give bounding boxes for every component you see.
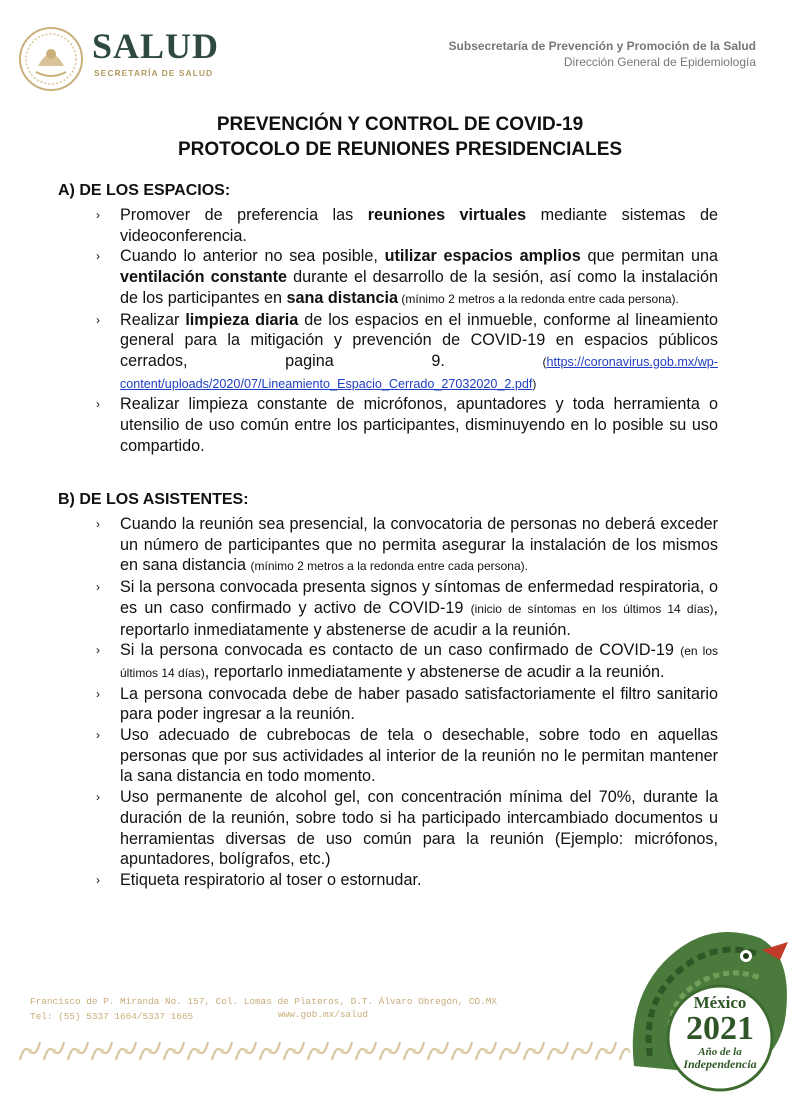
emblem-country: México <box>693 993 747 1012</box>
section-a-list <box>96 205 718 456</box>
bullet-icon: › <box>96 728 100 743</box>
section-b-heading: B) DE LOS ASISTENTES: <box>58 491 249 508</box>
footer-address: Francisco de P. Miranda No. 157, Col. Lomas de Plateros, D.T. Álvaro Obregón, CD.MX <box>30 996 497 1007</box>
document-title <box>0 112 800 162</box>
list-item: › Si la persona convocada presenta signos y síntomas de enfermedad respiratoria, o es un caso confirmado y activo de COVID-19 (inicio de síntomas en los últimos 14 días), reportarlo inmediatamente y abstenerse de acudir a la reunión. <box>96 578 719 639</box>
bullet-icon: › <box>96 580 100 595</box>
list-item: › Promover de preferencia las reuniones virtuales mediante sistemas de videoconferencia. <box>96 206 718 245</box>
title-line-2: PROTOCOLO DE REUNIONES PRESIDENCIALES <box>177 139 623 160</box>
bullet-icon: › <box>96 790 100 805</box>
list-item: › Uso permanente de alcohol gel, con concentración mínima del 70%, durante la duración de la reunión, sobre todo si ha participado intercambiado documentos u herramientas diversas de uso común para la reunión (Ejemplo: micrófonos, apuntadores, bolígrafos, etc.) <box>96 788 718 869</box>
footer-phone: Tel: (55) 5337 1664/5337 1665 <box>30 1011 194 1022</box>
national-seal-icon <box>18 26 84 92</box>
footer-address-block <box>30 994 497 1024</box>
emblem-text <box>668 994 772 1071</box>
list-item: › Etiqueta respiratorio al toser o estornudar. <box>96 870 422 889</box>
lineamiento-pdf-link[interactable]: https://coronavirus.gob.mx/wp-content/uploads/2020/07/Lineamiento_Espacio_Cerrado_27032020_2.pdf <box>120 354 718 391</box>
bullet-icon: › <box>96 312 100 327</box>
emblem-year: 2021 <box>686 1010 754 1047</box>
list-item: › Cuando lo anterior no sea posible, utilizar espacios amplios que permitan una ventilación constante durante el desarrollo de la sesión, así como la instalación de los participantes en sana distancia (mínimo 2 metros a la redonda entre cada persona). <box>96 247 719 307</box>
emblem-slogan-2: Independencia <box>683 1057 757 1071</box>
secretaria-logo-subtext: SECRETARÍA DE SALUD <box>94 68 214 78</box>
bullet-icon: › <box>96 397 100 412</box>
bullet-icon: › <box>96 208 100 222</box>
section-a-heading: A) DE LOS ESPACIOS: <box>58 182 231 199</box>
bullet-icon: › <box>96 686 100 701</box>
bullet-icon: › <box>96 249 100 264</box>
subsecretaria-line: Subsecretaría de Prevención y Promoción de la Salud <box>448 39 756 53</box>
list-item: › La persona convocada debe de haber pasado satisfactoriamente el filtro sanitario para poder ingresar a la reunión. <box>96 684 718 724</box>
mexico-2021-emblem <box>620 916 798 1092</box>
list-item: › Cuando la reunión sea presencial, la convocatoria de personas no deberá exceder un número de participantes que no permita asegurar la instalación de los mismos en sana distancia (mínimo 2 metros a la redonda entre cada persona). <box>96 515 718 575</box>
bullet-icon: › <box>96 517 100 531</box>
emblem-slogan-1: Año de la <box>698 1046 742 1058</box>
bullet-icon: › <box>96 643 100 658</box>
bullet-icon: › <box>96 872 100 887</box>
footer-website: www.gob.mx/salud <box>278 1009 369 1020</box>
letterhead <box>0 0 800 100</box>
title-line-1: PREVENCIÓN Y CONTROL DE COVID-19 <box>216 114 584 135</box>
list-item: › Uso adecuado de cubrebocas de tela o desechable, sobre todo en aquellas personas que por sus actividades al interior de la reunión no le permitan mantener la sana distancia en todo momento. <box>96 726 718 786</box>
section-b-list <box>96 514 718 891</box>
header-office-info <box>449 38 756 70</box>
direccion-line: Dirección General de Epidemiología <box>563 55 756 69</box>
list-item: › Realizar limpieza diaria de los espacios en el inmueble, conforme al lineamiento general para la mitigación y prevención de COVID-19 en espacios públicos cerrados, pagina 9. (https://coronavirus.gob.mx/wp-content/uploads/2020/07/Lineamiento_Espacio_Cerrado_27032020_2.pdf) <box>96 310 718 391</box>
decorative-band <box>18 1040 630 1062</box>
salud-logo-text: SALUD <box>92 26 220 66</box>
list-item: › Realizar limpieza constante de micrófonos, apuntadores y toda herramienta o utensilio de uso común entre los participantes, disminuyendo en lo posible su uso compartido. <box>96 395 718 455</box>
list-item: › Si la persona convocada es contacto de un caso confirmado de COVID-19 (en los últimos 14 días), reportarlo inmediatamente y abstenerse de acudir a la reunión. <box>96 641 718 681</box>
